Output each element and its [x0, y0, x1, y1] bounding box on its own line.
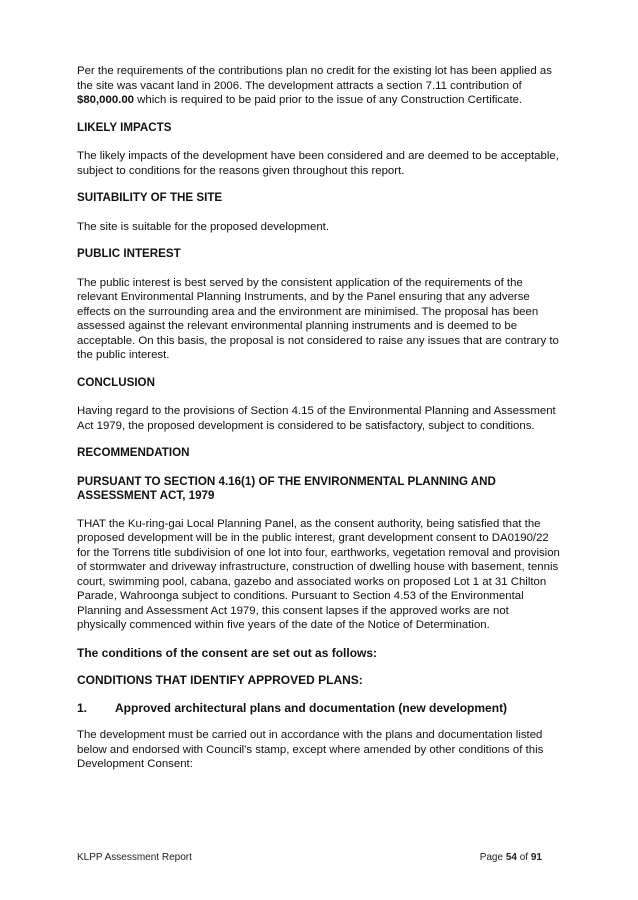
heading-likely-impacts: LIKELY IMPACTS: [77, 120, 172, 134]
contribution-amount: $80,000.00: [77, 94, 135, 106]
page-body: [77, 64, 561, 785]
likely-impacts-paragraph: The likely impacts of the development have been considered and are deemed to be acceptable, subject to conditions for the reasons given throughout this report.: [77, 150, 559, 177]
page-total: 91: [530, 852, 542, 863]
page-footer: [77, 852, 542, 863]
contribution-paragraph: [77, 64, 561, 108]
condition-item-1: [77, 701, 561, 716]
condition-number: 1.: [77, 700, 88, 715]
report-name: KLPP Assessment Report: [77, 852, 192, 863]
heading-pursuant: PURSUANT TO SECTION 4.16(1) OF THE ENVIRONMENTAL PLANNING AND ASSESSMENT ACT, 1979: [77, 474, 496, 502]
development-paragraph: The development must be carried out in accordance with the plans and documentation listed below and endorsed with Council's stamp, except where amended by other conditions of this Development Consent:: [77, 729, 544, 770]
heading-public-interest: PUBLIC INTEREST: [77, 247, 181, 260]
heading-approved-plans: CONDITIONS THAT IDENTIFY APPROVED PLANS:: [77, 673, 363, 687]
heading-suitability: SUITABILITY OF THE SITE: [77, 191, 223, 204]
of-word: of: [516, 852, 531, 863]
page-word: Page: [479, 852, 506, 863]
condition-title: Approved architectural plans and documentation (new development): [115, 700, 508, 715]
page-number: [480, 852, 542, 863]
conditions-intro: The conditions of the consent are set out as follows:: [77, 645, 378, 660]
heading-conclusion: CONCLUSION: [77, 375, 155, 389]
page-current: 54: [505, 852, 517, 863]
heading-recommendation: RECOMMENDATION: [77, 446, 190, 459]
contribution-text: Per the requirements of the contributions plan no credit for the existing lot has been applied as the site was vacant land in 2006. The development attracts a section 7.11 contribution of: [77, 65, 552, 92]
conclusion-paragraph: Having regard to the provisions of Section 4.15 of the Environmental Planning and Assessment Act 1979, the proposed development is considered to be satisfactory, subject to conditions.: [77, 405, 556, 432]
contribution-text-end: which is required to be paid prior to the issue of any Construction Certificate.: [134, 94, 523, 106]
suitability-paragraph: The site is suitable for the proposed development.: [77, 220, 330, 233]
public-interest-paragraph: The public interest is best served by the consistent application of the requirements of the relevant Environmental Planning Instruments, and by the Panel ensuring that any adverse effects on the surrounding area and the environment are minimised. The proposal has been assessed against the relevant environmental planning instruments and is deemed to be acceptable. On this basis, the proposal is not considered to raise any issues that are contrary to the public interest.: [77, 276, 559, 361]
resolution-paragraph: THAT the Ku-ring-gai Local Planning Panel, as the consent authority, being satisfied that the proposed development will be in the public interest, grant development consent to DA0190/22 for the Torrens title subdivision of one lot into four, earthworks, vegetation removal and provision of stormwater and driveway infrastructure, construction of dwelling house with basement, tennis court, swimming pool, cabana, gazebo and associated works on proposed Lot 1 at 31 Chilton Parade, Wahroonga subject to conditions. Pursuant to Section 4.53 of the Environmental Planning and Assessment Act 1979, this consent lapses if the approved works are not physically commenced within five years of the date of the Notice of Determination.: [77, 517, 560, 631]
